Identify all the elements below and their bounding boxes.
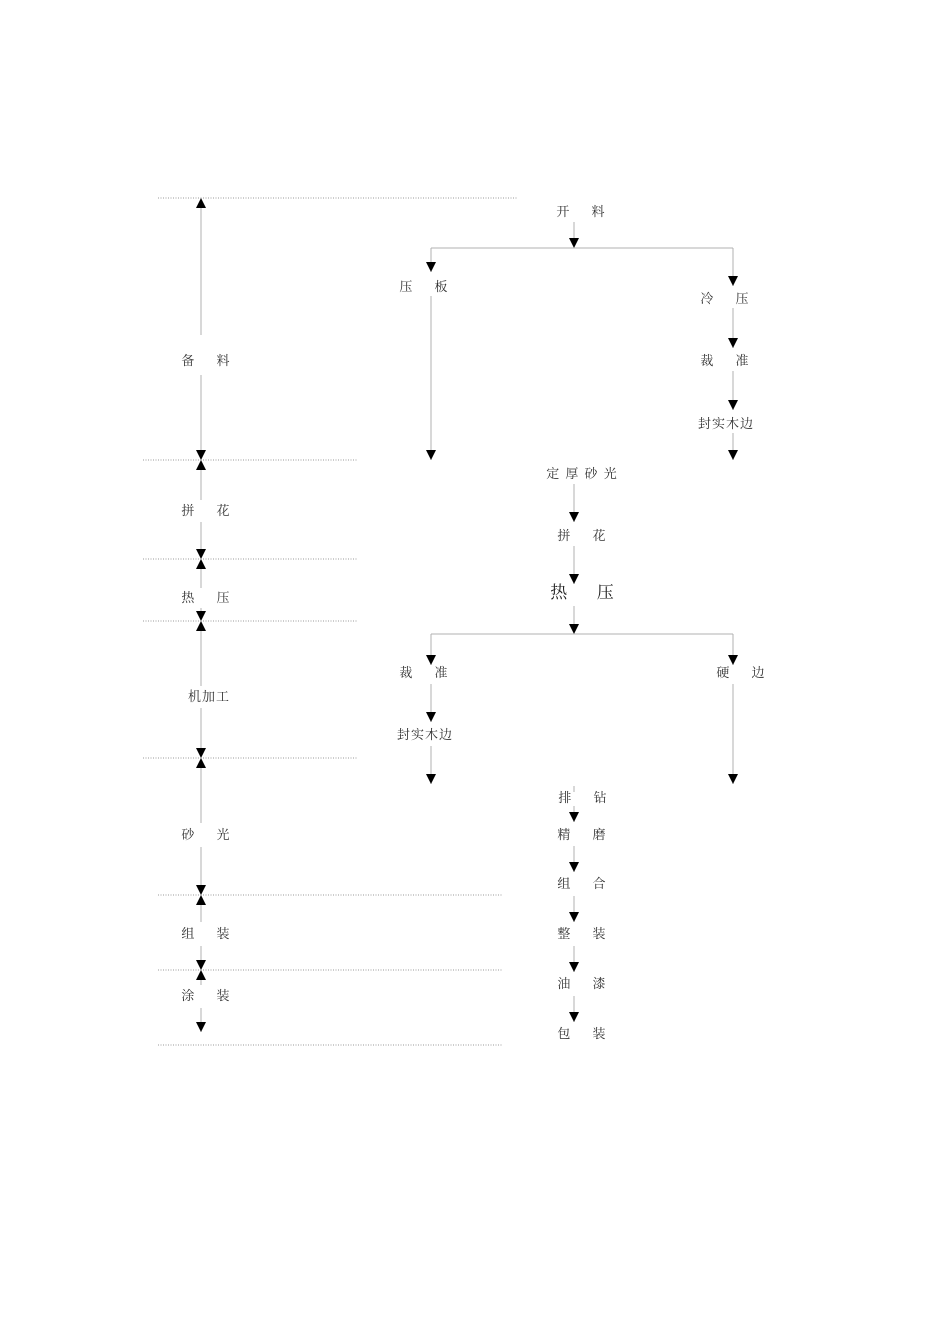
step-hot-press: 热 压 — [550, 583, 626, 603]
step-trim-a: 裁 准 — [700, 354, 758, 369]
step-trim-b: 裁 准 — [399, 666, 457, 681]
step-packaging: 包 装 — [557, 1027, 615, 1042]
step-combine: 组 合 — [557, 877, 615, 892]
stage-label-hotpress: 热 压 — [181, 591, 239, 606]
step-edge-seal-a: 封实木边 — [697, 417, 755, 432]
step-pattern: 拼 花 — [557, 529, 615, 544]
step-cutting: 开 料 — [556, 205, 614, 220]
step-fine-sanding: 精 磨 — [557, 828, 615, 843]
stage-dividers — [143, 198, 518, 1045]
step-fixed-thickness-sanding: 定 厚 砂 光 — [546, 467, 618, 482]
stage-label-pattern: 拼 花 — [181, 504, 239, 519]
step-fit-install: 整 装 — [557, 927, 615, 942]
stage-label-sanding: 砂 光 — [181, 828, 239, 843]
step-hard-edge: 硬 边 — [716, 666, 774, 681]
step-drilling: 排 钻 — [558, 791, 616, 806]
step-press-board: 压 板 — [399, 280, 457, 295]
step-cold-press: 冷 压 — [700, 292, 758, 307]
step-painting: 油 漆 — [557, 977, 615, 992]
stage-label-finishing: 涂 装 — [181, 989, 239, 1004]
stage-label-machining: 机加工 — [187, 690, 231, 705]
step-edge-seal-b: 封实木边 — [396, 728, 454, 743]
stage-label-prep: 备 料 — [181, 354, 239, 369]
stage-label-assembly: 组 装 — [181, 927, 239, 942]
flow-connectors — [431, 222, 733, 1022]
